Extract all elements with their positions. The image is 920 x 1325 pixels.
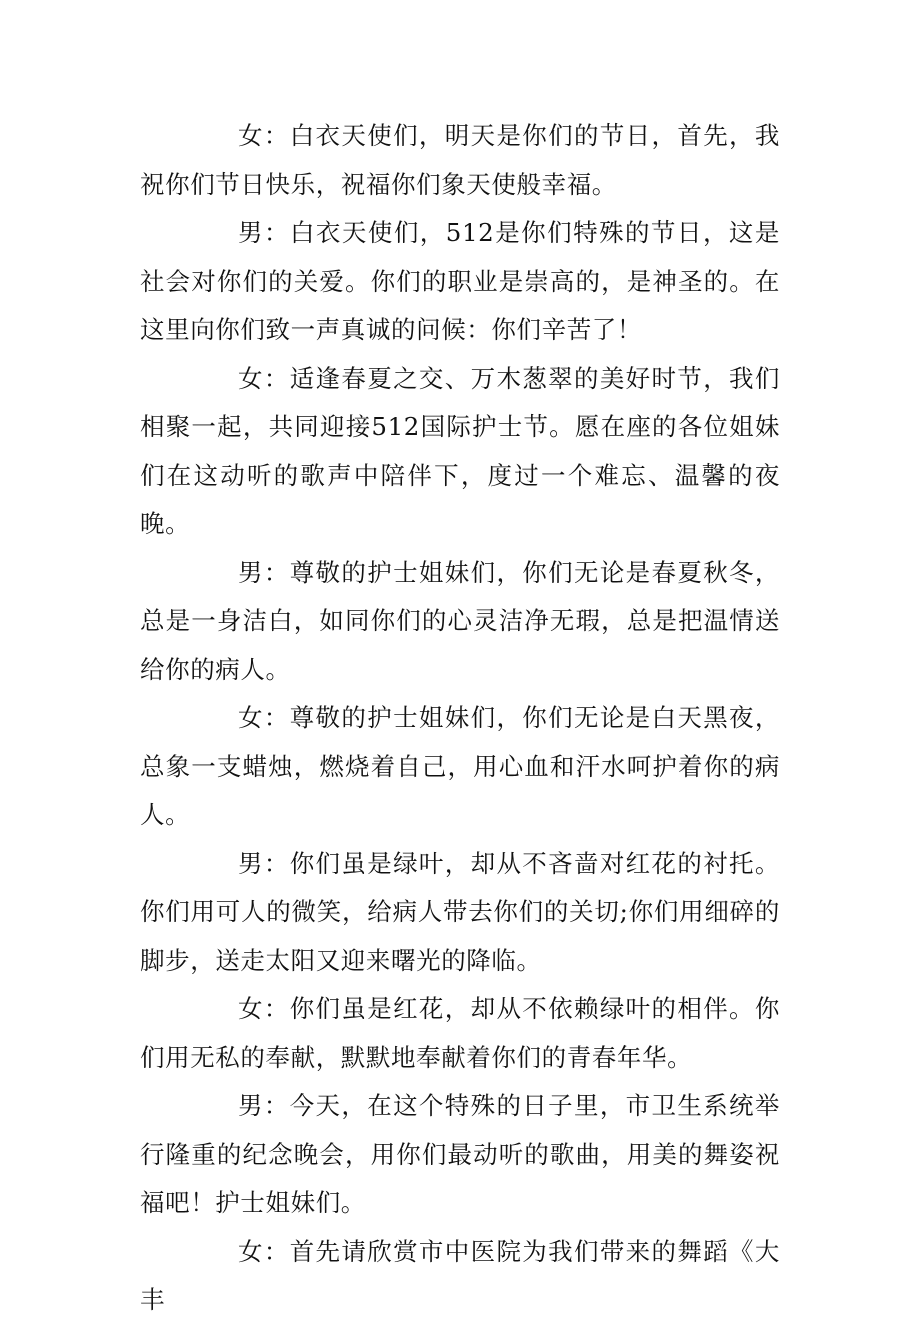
paragraph-1: 女：白衣天使们，明天是你们的节日，首先，我祝你们节日快乐，祝福你们象天使般幸福。: [140, 121, 780, 199]
paragraph-4: 男：尊敬的护士姐妹们，你们无论是春夏秋冬，总是一身洁白，如同你们的心灵洁净无瑕，总是把温情送给你的病人。: [140, 557, 780, 684]
document-body: [140, 112, 780, 1325]
paragraph-2: 男：白衣天使们，512是你们特殊的节日，这是社会对你们的关爱。你们的职业是崇高的，是神圣的。在这里向你们致一声真诚的问候：你们辛苦了！: [140, 218, 780, 344]
paragraph-7: 女：你们虽是红花，却从不依赖绿叶的相伴。你们用无私的奉献，默默地奉献着你们的青春年华。: [140, 994, 780, 1072]
paragraph-6: 男：你们虽是绿叶，却从不吝啬对红花的衬托。你们用可人的微笑，给病人带去你们的关切;你们用细碎的脚步，送走太阳又迎来曙光的降临。: [140, 848, 780, 975]
paragraph-8: 男：今天，在这个特殊的日子里，市卫生系统举行隆重的纪念晚会，用你们最动听的歌曲，用美的舞姿祝福吧！护士姐妹们。: [140, 1091, 780, 1217]
paragraph-9: 女：首先请欣赏市中医院为我们带来的舞蹈《大丰: [140, 1236, 780, 1314]
paragraph-5: 女：尊敬的护士姐妹们，你们无论是白天黑夜，总象一支蜡烛，燃烧着自己，用心血和汗水呵护着你的病人。: [140, 703, 780, 829]
paragraph-3: 女：适逢春夏之交、万木葱翠的美好时节，我们相聚一起，共同迎接512国际护士节。愿在座的各位姐妹们在这动听的歌声中陪伴下，度过一个难忘、温馨的夜晚。: [140, 363, 780, 538]
